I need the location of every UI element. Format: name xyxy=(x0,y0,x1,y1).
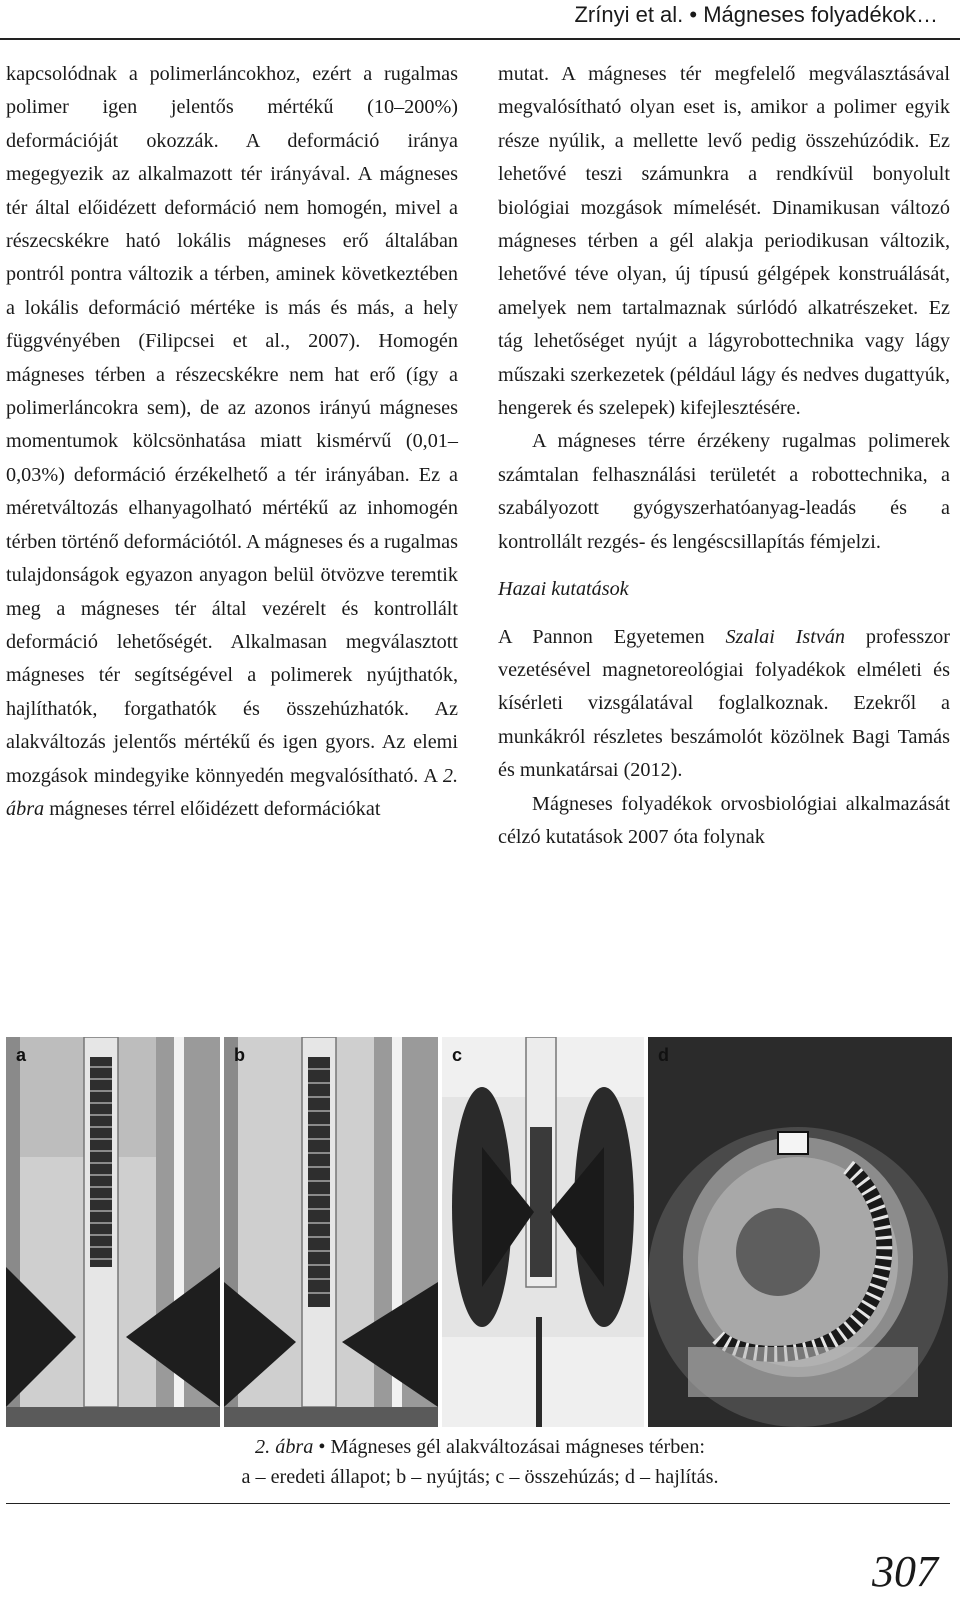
left-paragraph-text: kapcsolódnak a polimerláncokhoz, ezért a rugalmas polimer igen jelentős mértékű (10–200%) deformációját okozzák. A deformáció iránya megegyezik az alkalmazott tér irányával. A mágneses tér által előidézett deformáció nem homogén, mivel a részecskékre ható lokális mágneses erő általában pontról pontra változik a térben, aminek következtében a lokális deformáció mértéke is más és más, a hely függvényében (Filipcsei et al., 2007). Homogén mágneses térben a részecskékre nem hat erő (így a polimerláncokra sem), de az azonos irányú mágneses momentumok kölcsönhatása miatt kismérvű (0,01–0,03%) deformáció érzékelhető a tér irányában. Ez a méretváltozás elhanyagolható mértékű az inhomogén térben történő deformációtól. A mágneses és a rugalmas tulajdonságok egyazon anyagon belül ötvözve teremtik meg a mágneses tér által vezérelt és kontrollált deformáció lehetőségét. Alkalmasan megválasztott mágneses tér segítségével a polimerek nyújthatók, hajlíthatók, forgathatók és összehúzhatók. Az alakváltozás jelentős mértékű és igen gyors. Az elemi mozgások mindegyike könnyedén megvalósítható. A xyxy=(6,63,458,787)
right-column xyxy=(498,58,950,854)
figure-panel-d xyxy=(648,1037,952,1427)
right-paragraph-3 xyxy=(498,621,950,788)
header-rule xyxy=(0,38,960,40)
figure-reference: 2. ábra xyxy=(6,764,458,820)
right-paragraph-4: Mágneses folyadékok orvosbiológiai alkalmazását célzó kutatások 2007 óta folynak xyxy=(498,792,950,848)
left-paragraph-end: mágneses térrel előidézett deformációkat xyxy=(49,797,381,820)
caption-line-1 xyxy=(0,1432,960,1462)
running-title: Zrínyi et al. • Mágneses folyadékok… xyxy=(574,2,938,27)
caption-line-2: a – eredeti állapot; b – nyújtás; c – összehúzás; d – hajlítás. xyxy=(241,1466,719,1488)
left-paragraph xyxy=(6,58,458,826)
left-column xyxy=(6,58,458,826)
gel-original-photo xyxy=(6,1037,220,1427)
right-paragraph-1: mutat. A mágneses tér megfelelő megválasztásával megvalósítható olyan eset is, amikor a polimer egyik része nyúlik, a mellette levő pedig összehúzódik. Ez lehetővé teszi számunkra a rendkívül bonyolult biológiai mozgások mímelését. Dinamikusan változó mágneses térben a gél alakja periodikusan változik, lehetővé téve olyan, új típusú gélgépek konstruálását, amelyek nem tartalmaznak súrlódó alkatrészeket. Ez tág lehetőséget nyújt a lágyrobottechnika vagy lágy műszaki szerkezetek (például lágy és nedves dugattyúk, hengerek és szelepek) kifejlesztésére. xyxy=(498,63,950,420)
paragraph-3-start: A Pannon Egyetemen xyxy=(498,625,705,648)
panel-label-c: c xyxy=(452,1045,463,1065)
footer-rule xyxy=(6,1503,950,1504)
figure-2 xyxy=(6,1037,952,1427)
caption-figure-ref: 2. ábra xyxy=(255,1436,314,1458)
section-heading: Hazai kutatások xyxy=(498,578,629,601)
figure-panel-a xyxy=(6,1037,220,1427)
right-paragraph-2: A mágneses térre érzékeny rugalmas polimerek számtalan felhasználási területét a robottechnika, a szabályozott gyógyszerhatóanyag-leadás és a kontrollált rezgés- és lengéscsillapítás fémjelzi. xyxy=(498,430,950,553)
gel-bent-photo xyxy=(648,1037,952,1427)
gel-stretched-photo xyxy=(224,1037,438,1427)
page-header xyxy=(0,0,960,38)
gel-compressed-photo xyxy=(442,1037,644,1427)
paragraph-3-rest: professzor vezetésével magnetoreológiai folyadékok elméleti és kísérleti vizsgálatával foglalkoznak. Ezekről a munkákról részletes beszámolót közölnek Bagi Tamás és munkatársai (2012). xyxy=(498,625,950,782)
figure-panel-b xyxy=(224,1037,438,1427)
panel-label-d: d xyxy=(658,1045,669,1065)
caption-title: • Mágneses gél alakváltozásai mágneses térben: xyxy=(313,1436,705,1458)
figure-panel-c xyxy=(442,1037,644,1427)
panel-label-a: a xyxy=(16,1045,27,1065)
figure-caption xyxy=(0,1432,960,1492)
page-number: 307 xyxy=(872,1547,938,1596)
person-name: Szalai István xyxy=(725,625,846,648)
panel-label-b: b xyxy=(234,1045,245,1065)
